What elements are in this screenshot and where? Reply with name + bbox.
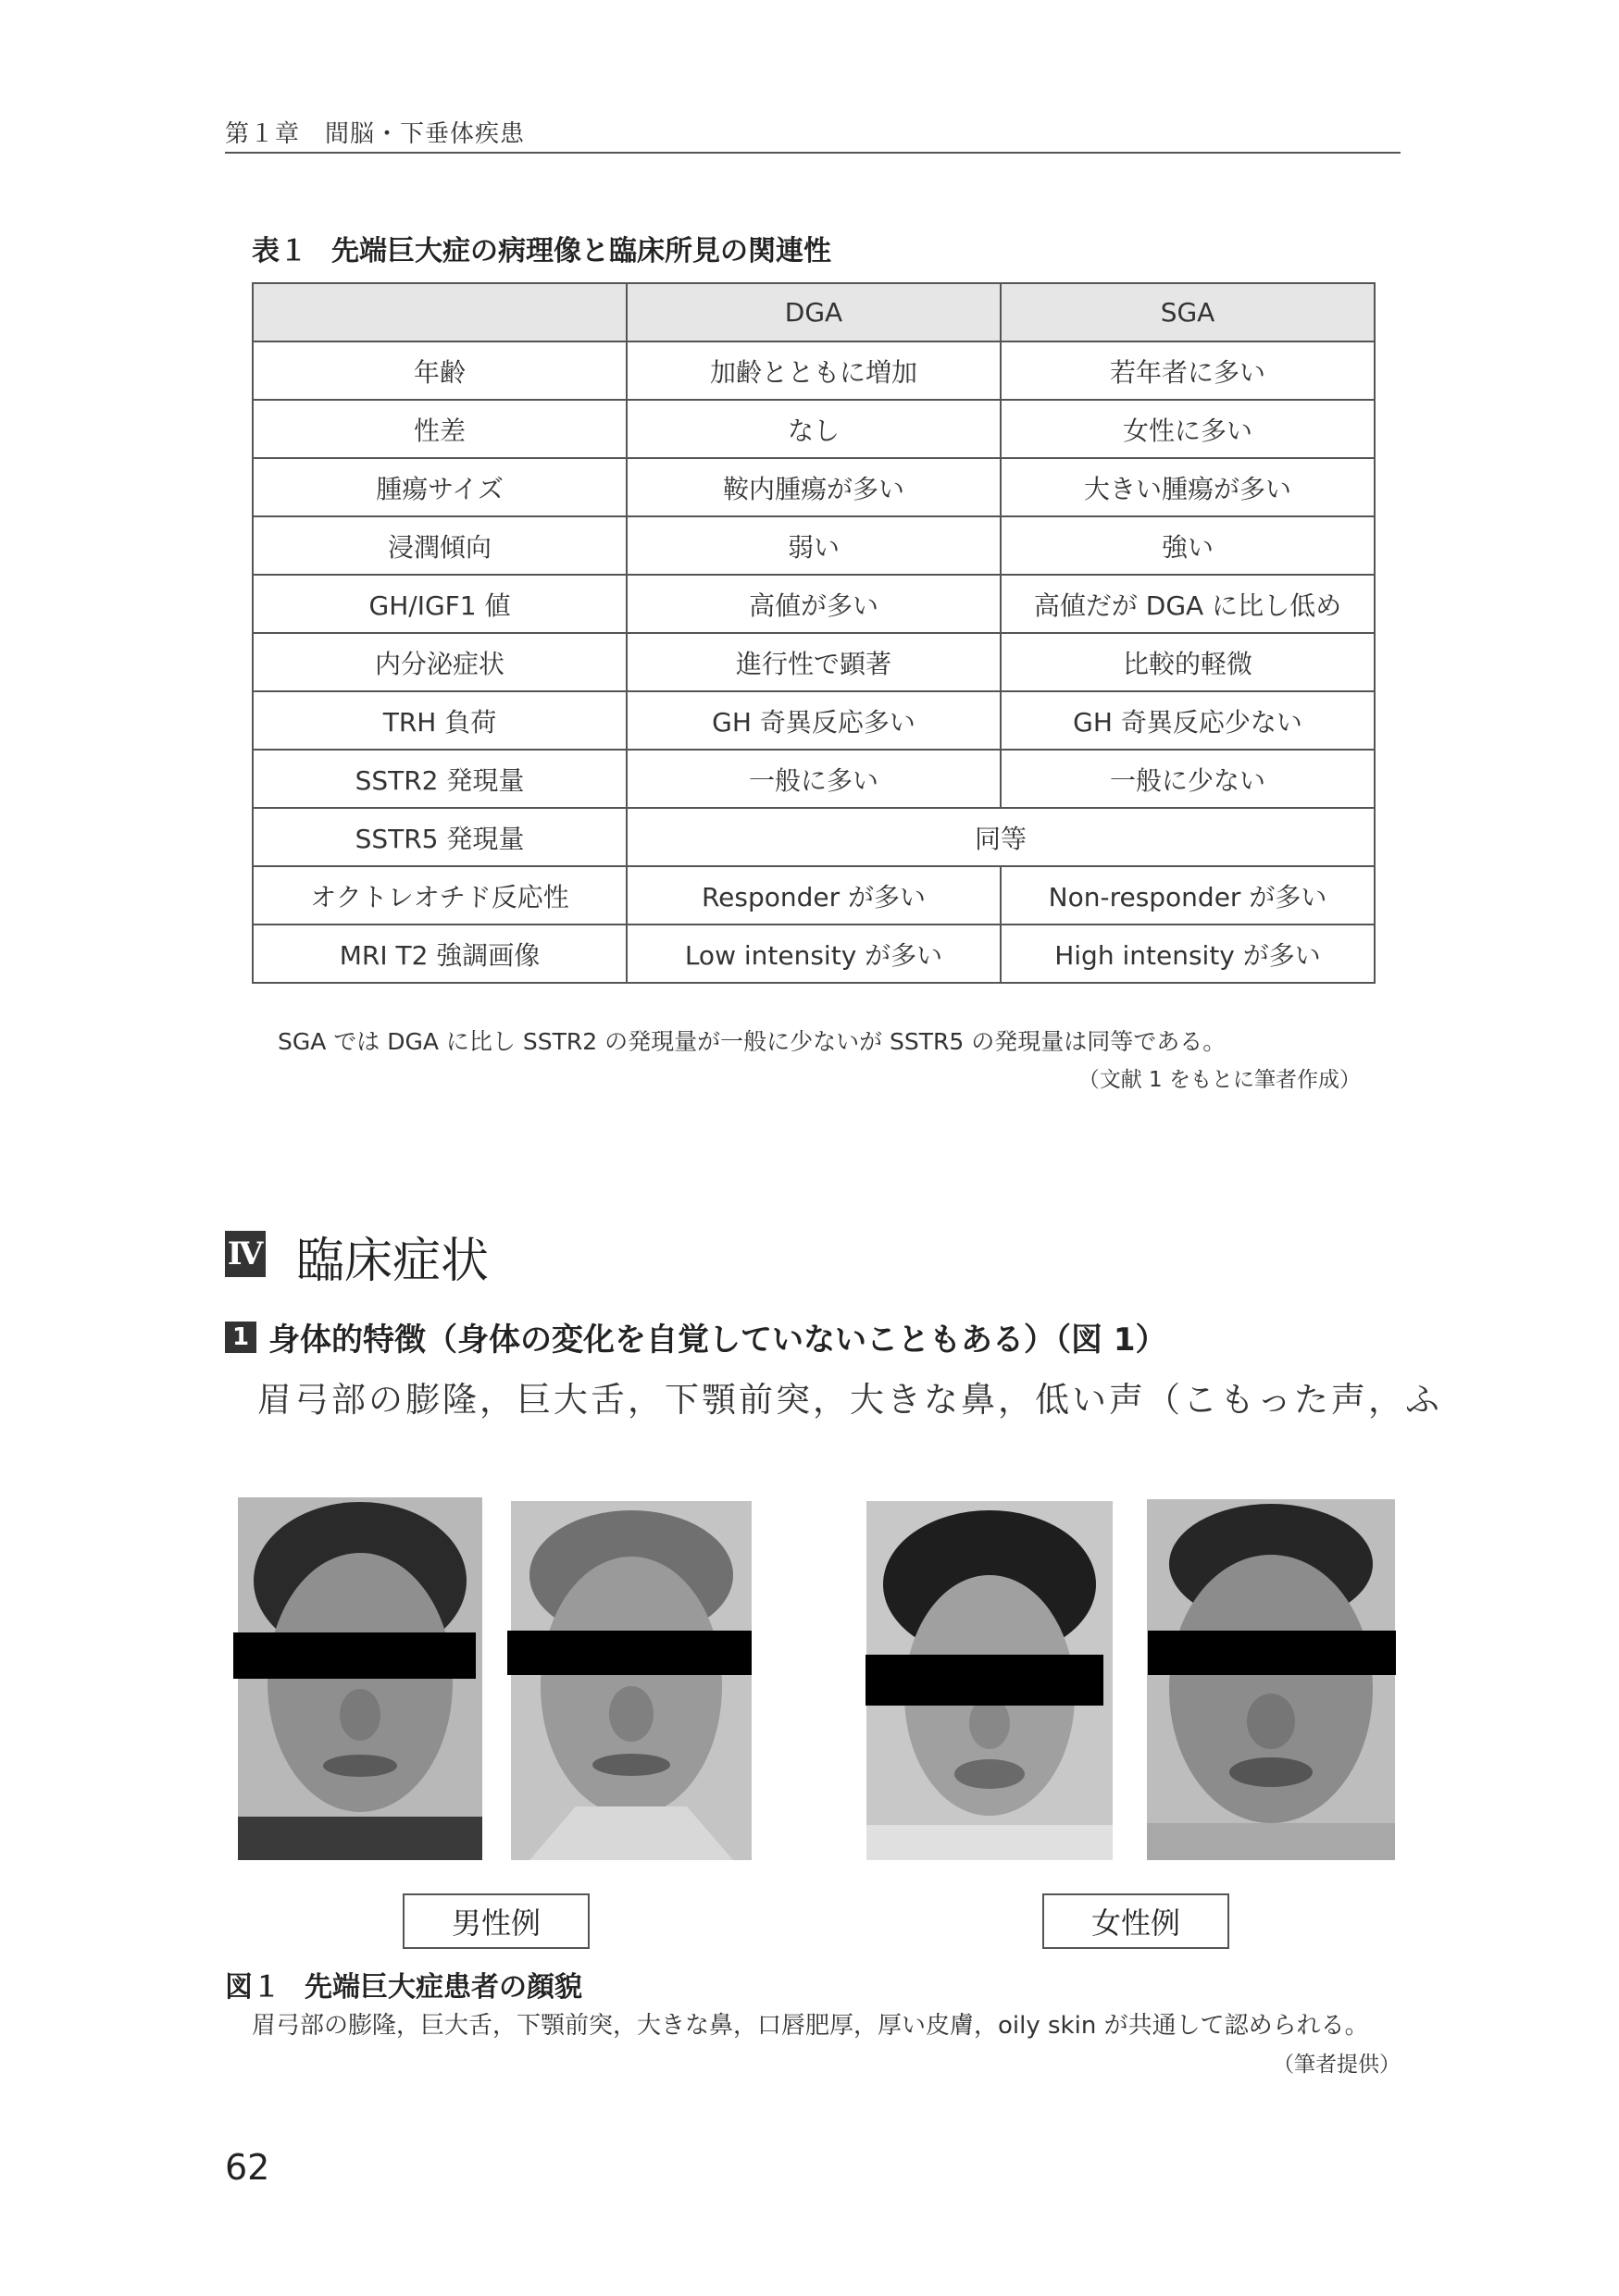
section-title: 臨床症状 <box>296 1234 490 1289</box>
subsection-title: 身体的特徴（身体の変化を自覚していないこともある）（図 1） <box>268 1322 1167 1359</box>
male-patient-photo-2 <box>511 1501 752 1860</box>
table-caption-title: 先端巨大症の病理像と臨床所見の関連性 <box>331 235 831 267</box>
table-row <box>253 400 1375 458</box>
figure-caption-number: 図１ <box>225 1971 280 2004</box>
female-patient-photo-2 <box>1147 1499 1395 1860</box>
body-paragraph: 眉弓部の膨隆，巨大舌，下顎前突，大きな鼻，低い声（こもった声，ふ <box>257 1380 1442 1420</box>
sga-cell: 強い <box>1001 516 1375 575</box>
dga-cell: GH 奇異反応多い <box>627 691 1001 750</box>
row-label: 内分泌症状 <box>253 633 627 691</box>
row-label: 浸潤傾向 <box>253 516 627 575</box>
dga-cell: 一般に多い <box>627 750 1001 808</box>
male-patient-photo-1 <box>238 1497 482 1860</box>
row-label: SSTR5 発現量 <box>253 808 627 866</box>
dga-cell: 弱い <box>627 516 1001 575</box>
dga-cell: 高値が多い <box>627 575 1001 633</box>
table-caption <box>252 228 831 268</box>
table-source: （文献 1 をもとに筆者作成） <box>1077 1068 1361 1092</box>
figure-caption <box>225 1964 582 2004</box>
figure-caption-title: 先端巨大症患者の顔貌 <box>305 1971 582 2004</box>
dga-cell: 進行性で顕著 <box>627 633 1001 691</box>
table-row <box>253 341 1375 400</box>
sga-cell: 若年者に多い <box>1001 341 1375 400</box>
row-label: 性差 <box>253 400 627 458</box>
row-label: TRH 負荷 <box>253 691 627 750</box>
dga-cell: 鞍内腫瘍が多い <box>627 458 1001 516</box>
dga-cell: なし <box>627 400 1001 458</box>
eye-censor-bar <box>866 1655 1103 1706</box>
sga-cell: 大きい腫瘍が多い <box>1001 458 1375 516</box>
sga-cell: 高値だが DGA に比し低め <box>1001 575 1375 633</box>
row-label: 腫瘍サイズ <box>253 458 627 516</box>
eye-censor-bar <box>507 1631 752 1675</box>
table-header-cell: DGA <box>627 283 1001 341</box>
sga-cell: GH 奇異反応少ない <box>1001 691 1375 750</box>
subsection-number-badge: 1 <box>225 1322 256 1353</box>
table-header-cell <box>253 283 627 341</box>
running-header: 第１章 間脳・下垂体疾患 <box>225 120 526 148</box>
table-caption-number: 表１ <box>252 235 307 267</box>
dga-cell: Low intensity が多い <box>627 925 1001 983</box>
table-row <box>253 458 1375 516</box>
male-example-label: 男性例 <box>403 1893 590 1949</box>
header-rule <box>225 152 1401 154</box>
dga-cell: Responder が多い <box>627 866 1001 925</box>
table-row <box>253 575 1375 633</box>
table-row <box>253 750 1375 808</box>
acromegaly-comparison-table <box>252 282 1376 984</box>
page-number: 62 <box>225 2147 270 2188</box>
dga-cell: 加齢とともに増加 <box>627 341 1001 400</box>
row-label: GH/IGF1 値 <box>253 575 627 633</box>
figure-caption-text: 眉弓部の膨隆，巨大舌，下顎前突，大きな鼻，口唇肥厚，厚い皮膚，oily skin が共通して認められる。 <box>252 2012 1369 2040</box>
row-label: SSTR2 発現量 <box>253 750 627 808</box>
table-row <box>253 516 1375 575</box>
sga-cell: High intensity が多い <box>1001 925 1375 983</box>
table-note: SGA では DGA に比し SSTR2 の発現量が一般に少ないが SSTR5 の発現量は同等である。 <box>278 1028 1227 1055</box>
section-number-badge: Ⅳ <box>225 1231 266 1277</box>
table-header-cell: SGA <box>1001 283 1375 341</box>
table-row <box>253 808 1375 866</box>
merged-cell: 同等 <box>627 808 1375 866</box>
figure-source: （筆者提供） <box>1273 2053 1401 2077</box>
table-row <box>253 633 1375 691</box>
table-row <box>253 691 1375 750</box>
female-example-label: 女性例 <box>1042 1893 1229 1949</box>
table-header-row <box>253 283 1375 341</box>
eye-censor-bar <box>1148 1631 1396 1675</box>
sga-cell: Non-responder が多い <box>1001 866 1375 925</box>
table-row <box>253 925 1375 983</box>
table-row <box>253 866 1375 925</box>
sga-cell: 一般に少ない <box>1001 750 1375 808</box>
row-label: オクトレオチド反応性 <box>253 866 627 925</box>
sga-cell: 女性に多い <box>1001 400 1375 458</box>
row-label: MRI T2 強調画像 <box>253 925 627 983</box>
eye-censor-bar <box>233 1632 476 1679</box>
sga-cell: 比較的軽微 <box>1001 633 1375 691</box>
row-label: 年齢 <box>253 341 627 400</box>
